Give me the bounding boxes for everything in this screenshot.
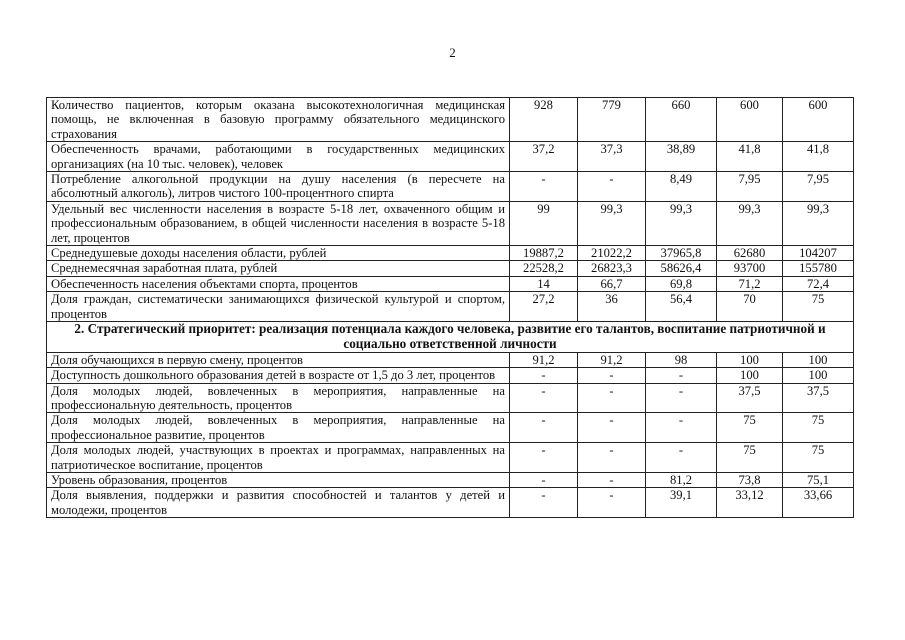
table-row — [47, 276, 854, 291]
indicator-value: 71,2 — [717, 276, 783, 291]
indicator-value: 26823,3 — [578, 261, 646, 276]
indicator-value: 91,2 — [578, 352, 646, 367]
indicator-value: 37,2 — [510, 142, 578, 172]
indicator-value: 70 — [717, 292, 783, 322]
indicator-label: Среднедушевые доходы населения области, рублей — [47, 246, 510, 261]
indicator-value: - — [646, 413, 717, 443]
indicator-value: 22528,2 — [510, 261, 578, 276]
indicator-value: 99,3 — [578, 201, 646, 245]
indicator-value: 99,3 — [646, 201, 717, 245]
table-row — [47, 201, 854, 245]
indicator-value: - — [646, 443, 717, 473]
indicator-label: Доступность дошкольного образования детей в возрасте от 1,5 до 3 лет, процентов — [47, 368, 510, 383]
indicator-value: 14 — [510, 276, 578, 291]
indicator-value: 99,3 — [717, 201, 783, 245]
indicator-label: Уровень образования, процентов — [47, 472, 510, 487]
indicator-value: 600 — [783, 98, 854, 142]
table-row — [47, 172, 854, 202]
indicator-value: 7,95 — [717, 172, 783, 202]
indicator-value: - — [510, 443, 578, 473]
indicator-label: Количество пациентов, которым оказана высокотехнологичная медицинская помощь, не включенная в базовую программу обязательного медицинского страхования — [47, 98, 510, 142]
table-body-section-header — [47, 322, 854, 353]
indicator-value: - — [510, 472, 578, 487]
indicator-value: - — [578, 383, 646, 413]
indicator-value: 75 — [783, 292, 854, 322]
indicator-value: 81,2 — [646, 472, 717, 487]
indicator-value: 37,5 — [783, 383, 854, 413]
indicator-value: 91,2 — [510, 352, 578, 367]
indicator-label: Потребление алкогольной продукции на душу населения (в пересчете на абсолютный алкоголь), литров чистого 100-процентного спирта — [47, 172, 510, 202]
indicator-value: 928 — [510, 98, 578, 142]
table-row — [47, 261, 854, 276]
indicator-value: 99 — [510, 201, 578, 245]
indicator-value: 600 — [717, 98, 783, 142]
table-row — [47, 98, 854, 142]
indicator-value: 41,8 — [717, 142, 783, 172]
indicator-value: - — [510, 413, 578, 443]
table-body-section-1 — [47, 98, 854, 322]
indicator-value: 660 — [646, 98, 717, 142]
indicator-value: - — [578, 172, 646, 202]
table-row — [47, 368, 854, 383]
indicators-table — [46, 97, 854, 518]
table-row — [47, 142, 854, 172]
indicator-label: Доля молодых людей, участвующих в проектах и программах, направленных на патриотическое воспитание, процентов — [47, 443, 510, 473]
indicator-label: Доля граждан, систематически занимающихся физической культурой и спортом, процентов — [47, 292, 510, 322]
indicator-label: Доля молодых людей, вовлеченных в мероприятия, направленные на профессиональное развитие, процентов — [47, 413, 510, 443]
indicator-value: - — [510, 172, 578, 202]
indicator-value: 58626,4 — [646, 261, 717, 276]
indicator-value: 100 — [783, 352, 854, 367]
table-row — [47, 292, 854, 322]
indicator-label: Доля молодых людей, вовлеченных в мероприятия, направленные на профессиональную деятельность, процентов — [47, 383, 510, 413]
indicator-label: Доля выявления, поддержки и развития способностей и талантов у детей и молодежи, процентов — [47, 488, 510, 518]
indicator-value: - — [578, 488, 646, 518]
table-row — [47, 352, 854, 367]
indicator-value: 19887,2 — [510, 246, 578, 261]
table-row — [47, 443, 854, 473]
indicator-value: - — [578, 413, 646, 443]
page-number: 2 — [449, 45, 456, 60]
indicator-value: 39,1 — [646, 488, 717, 518]
indicator-value: - — [578, 368, 646, 383]
indicator-value: 38,89 — [646, 142, 717, 172]
indicator-value: 100 — [783, 368, 854, 383]
indicator-value: 100 — [717, 352, 783, 367]
indicator-value: 66,7 — [578, 276, 646, 291]
indicator-value: 37,3 — [578, 142, 646, 172]
indicator-value: 75,1 — [783, 472, 854, 487]
indicator-value: 33,12 — [717, 488, 783, 518]
indicator-value: 27,2 — [510, 292, 578, 322]
indicator-value: 37,5 — [717, 383, 783, 413]
indicator-value: 98 — [646, 352, 717, 367]
indicator-value: - — [646, 383, 717, 413]
indicator-value: 93700 — [717, 261, 783, 276]
indicator-value: 36 — [578, 292, 646, 322]
section-header-row — [47, 322, 854, 353]
indicator-value: 75 — [783, 413, 854, 443]
indicator-value: - — [510, 368, 578, 383]
indicator-label: Обеспеченность врачами, работающими в государственных медицинских организациях (на 10 тыс. человек), человек — [47, 142, 510, 172]
table-row — [47, 383, 854, 413]
indicator-value: 41,8 — [783, 142, 854, 172]
indicator-value: - — [510, 488, 578, 518]
indicator-value: 8,49 — [646, 172, 717, 202]
indicator-label: Доля обучающихся в первую смену, процентов — [47, 352, 510, 367]
indicator-value: - — [510, 383, 578, 413]
indicator-value: - — [578, 443, 646, 473]
table-row — [47, 472, 854, 487]
indicator-value: 75 — [717, 413, 783, 443]
indicator-value: 155780 — [783, 261, 854, 276]
indicator-value: 62680 — [717, 246, 783, 261]
indicator-value: 72,4 — [783, 276, 854, 291]
indicator-label: Среднемесячная заработная плата, рублей — [47, 261, 510, 276]
indicator-value: - — [578, 472, 646, 487]
table-row — [47, 488, 854, 518]
indicator-label: Удельный вес численности населения в возрасте 5-18 лет, охваченного общим и профессиональным образованием, в общей численности населения в возрасте 5-18 лет, процентов — [47, 201, 510, 245]
indicator-value: 37965,8 — [646, 246, 717, 261]
table-body-section-2 — [47, 352, 854, 517]
indicator-value: 56,4 — [646, 292, 717, 322]
indicator-value: 21022,2 — [578, 246, 646, 261]
indicator-value: - — [646, 368, 717, 383]
indicator-value: 75 — [717, 443, 783, 473]
table-row — [47, 246, 854, 261]
indicator-value: 100 — [717, 368, 783, 383]
indicator-value: 69,8 — [646, 276, 717, 291]
section-title: 2. Стратегический приоритет: реализация потенциала каждого человека, развитие его талантов, воспитание патриотичной и социально ответственной личности — [47, 322, 854, 353]
indicator-value: 7,95 — [783, 172, 854, 202]
table-row — [47, 413, 854, 443]
indicator-value: 99,3 — [783, 201, 854, 245]
indicator-value: 75 — [783, 443, 854, 473]
indicator-value: 779 — [578, 98, 646, 142]
indicator-value: 33,66 — [783, 488, 854, 518]
indicator-label: Обеспеченность населения объектами спорта, процентов — [47, 276, 510, 291]
indicator-value: 104207 — [783, 246, 854, 261]
indicator-value: 73,8 — [717, 472, 783, 487]
